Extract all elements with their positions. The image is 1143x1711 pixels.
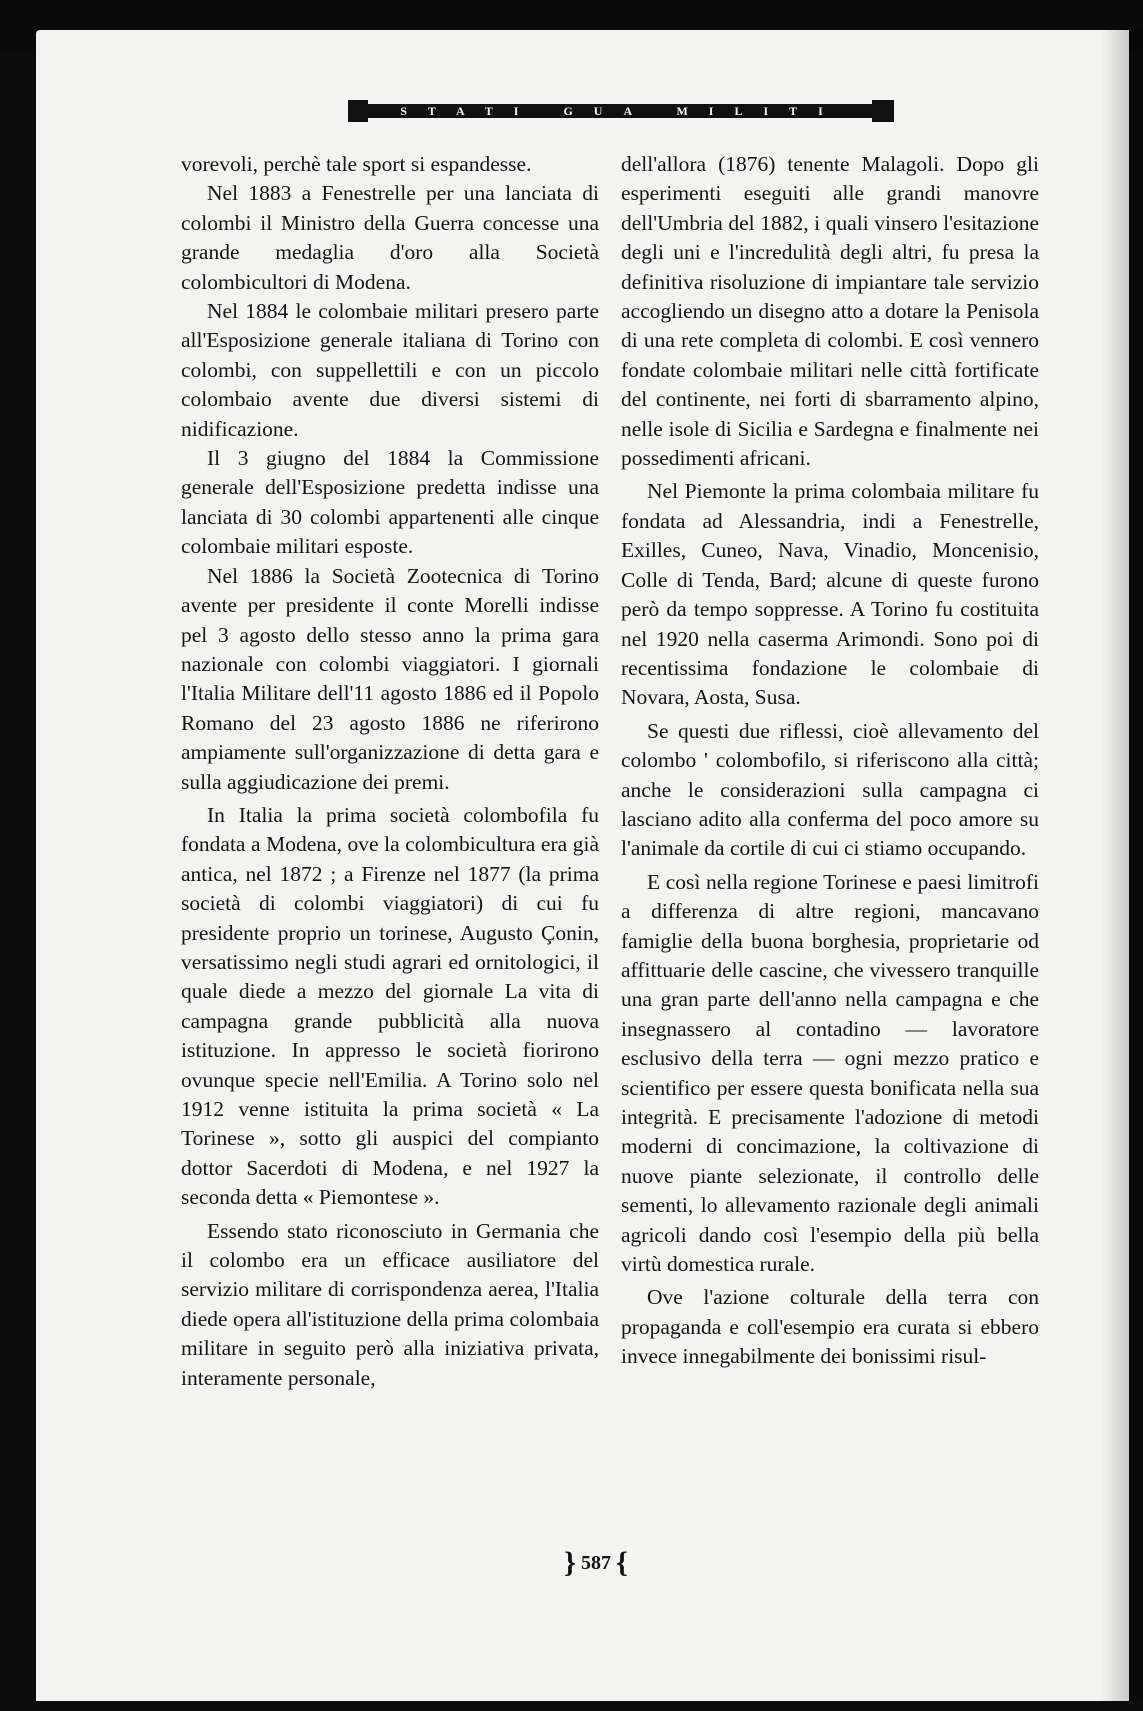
page-number (551, 1546, 641, 1579)
paragraph: Nel Piemonte la prima colombaia militare fu fondata ad Alessandria, indi a Fenestrelle, Exilles, Cuneo, Nava, Vinadio, Moncenisio, Colle di Tenda, Bard; alcune di queste furono però da tempo soppresse. A Torino fu costituita nel 1920 nella caserma Arimondi. Sono poi di recentissima fondazione le colombaie di Novara, Aosta, Susa. (621, 479, 1039, 710)
paragraph: Nel 1883 a Fenestrelle per una lanciata di colombi il Ministro della Guerra concesse una grande medaglia d'oro alla Società colombicultori di Modena. (181, 181, 599, 294)
running-head-ornament-right (872, 100, 894, 122)
paragraph: Nel 1884 le colombaie militari presero parte all'Esposizione generale italiana di Torino con colombi, con suppellettili e con un piccolo colombaio avente due diversi sistemi di nidificazione. (181, 299, 599, 441)
paragraph: vorevoli, perchè tale sport si espandesse. (181, 152, 532, 176)
page-edge-shadow (1101, 30, 1143, 1701)
paragraph: E così nella regione Torinese e paesi limitrofi a differenza di altre regioni, mancavano famiglie della buona borghesia, proprietarie od affittuarie delle cascine, che vivessero tranquille una gran parte dell'anno nella campagna e che insegnassero al contadino — lavoratore esclusivo della terra — ogni mezzo pratico e scientifico per essere questa bonificata nella sua integrità. E precisamente l'adozione di metodi moderni di concimazione, la coltivazione di nuove piante selezionate, il controllo delle sementi, lo allevamento razionale degli animali agricoli dando così l'esempio della più bella virtù domestica rurale. (621, 869, 1039, 1277)
page-number-value: 587 (581, 1552, 611, 1574)
paragraph: Se questi due riflessi, cioè allevamento del colombo ' colombofilo, si riferiscono alla città; anche le considerazioni sulla campagna ci lasciano adito alla conferma del poco amore su l'animale da cortile di cui ci stiamo occupando. (621, 718, 1039, 861)
brace-ornament-left: } (564, 1546, 576, 1579)
paragraph: Ove l'azione colturale della terra con propaganda e coll'esempio era curata si ebbero invece innegabilmente dei bonissimi risul- (621, 1285, 1039, 1369)
left-column (181, 150, 599, 1393)
right-column (621, 150, 1039, 1372)
paragraph: Il 3 giugno del 1884 la Commissione generale dell'Esposizione predetta indisse una lanciata di 30 colombi appartenenti alle cinque colombaie militari esposte. (181, 446, 599, 559)
paragraph: dell'allora (1876) tenente Malagoli. Dopo gli esperimenti eseguiti alle grandi manovre dell'Umbria del 1882, i quali vinsero l'esitazione degli uni e l'incredulità degli altri, fu presa la definitiva risoluzione di impiantare tale servizio accogliendo un disegno atto a dotare la Penisola di una rete completa di colombi. E così vennero fondate colombaie militari nelle città fortificate del continente, nei forti di sbarramento alpino, nelle isole di Sicilia e Sardegna e finalmente nei possedimenti africani. (621, 152, 1039, 471)
brace-ornament-right: { (616, 1546, 628, 1579)
running-head: STATI GUA MILITI (354, 104, 890, 118)
paragraph: Nel 1886 la Società Zootecnica di Torino avente per presidente il conte Morelli indisse pel 3 agosto dello stesso anno la prima gara nazionale con colombi viaggiatori. I giornali l'Italia Militare dell'11 agosto 1886 ed il Popolo Romano del 23 agosto 1886 ne riferirono ampiamente sull'organizzazione di detta gara e sulla aggiudicazione dei premi. (181, 563, 599, 794)
paragraph: Essendo stato riconosciuto in Germania che il colombo era un efficace ausiliatore del servizio militare di corrispondenza aerea, l'Italia diede opera all'istituzione della prima colombaia militare in seguito però alla iniziativa privata, interamente personale, (181, 1218, 599, 1390)
paragraph: In Italia la prima società colombofila fu fondata a Modena, ove la colombicultura era già antica, nel 1872 ; a Firenze nel 1877 (la prima società di colombi viaggiatori) di cui fu presidente proprio un torinese, Augusto Çonin, versatissimo negli studi agrari ed ornitologici, il quale diede a mezzo del giornale La vita di campagna grande pubblicità alla nuova istituzione. In appresso le società fiorirono ovunque specie nell'Emilia. A Torino solo nel 1912 venne istituita la prima società « La Torinese », sotto gli auspici del compianto dottor Sacerdoti di Modena, e nel 1927 la seconda detta « Piemontese ». (181, 802, 599, 1210)
